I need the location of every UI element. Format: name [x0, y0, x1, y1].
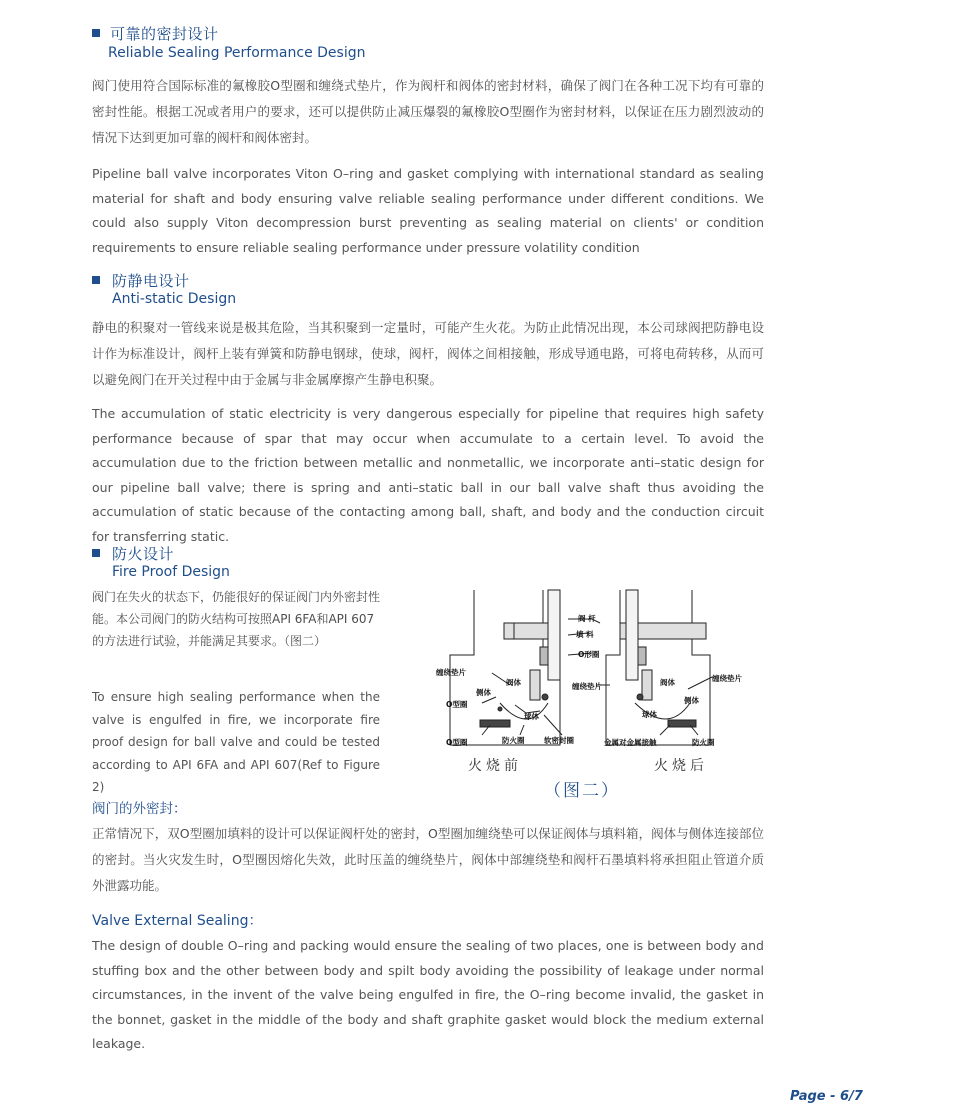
label-oring-left2: O型圈: [446, 738, 468, 747]
sealing-paragraph-en: Pipeline ball valve incorporates Viton O–ring and gasket complying with international standard as sealing material for shaft and body ensuring valve reliable sealing performance under different conditions. We could also supply Viton decompression burst preventing as sealing material on clients' or condition requirements to ensure reliable sealing performance under pressure volatility condition: [92, 166, 764, 255]
section-bullet-icon: [92, 276, 100, 284]
figure-caption: （图二）: [544, 781, 620, 801]
label-packing: 填 料: [576, 630, 594, 639]
label-oring-type: O形圈: [578, 650, 600, 659]
fireproof-paragraph-en: To ensure high sealing performance when the valve is engulfed in fire, we incorporate fire proof design for ball valve and could be tested according to API 6FA and API 607(Ref to Figure 2): [92, 690, 380, 794]
label-gasket-right: 缠绕垫片: [712, 674, 742, 683]
external-paragraph-en: The design of double O–ring and packing would ensure the sealing of two places, one is between body and stuffing box and the other between body and spilt body avoiding the possibility of leakage under normal circumstances, in the invent of the valve being engulfed in fire, the O–ring become invalid, the gasket in the bonnet, gasket in the middle of the body and shaft graphite gasket would block the medium external leakage.: [92, 938, 764, 1051]
fireproof-paragraph-cn: 阀门在失火的状态下，仍能很好的保证阀门内外密封性能。本公司阀门的防火结构可按照API 6FA和API 607的方法进行试验，并能满足其要求。（图二）: [92, 590, 381, 648]
section-bullet-icon: [92, 549, 100, 557]
label-ball-left: 球体: [524, 712, 539, 721]
section-bullet-icon: [92, 29, 100, 37]
left-seat: [480, 720, 510, 727]
left-flange-left: [504, 623, 514, 639]
label-oring-left1: O型圈: [446, 700, 468, 709]
antistatic-paragraph-en: The accumulation of static electricity is very dangerous especially for pipeline that requires high safety performance because of spar that may occur when accumulate to a certain level. To avoid the accumulation due to the friction between metallic and nonmetallic, we incorporate anti–static design for our pipeline ball valve; there is spring and anti–static ball in our ball valve shaft thus avoiding the accumulation of static because of the contacting among ball, shaft, and body and the conduction circuit for transferring static.: [92, 406, 764, 544]
label-metal-contact: 金属对金属接触: [604, 738, 657, 747]
right-stem: [626, 590, 638, 680]
caption-before-fire: 火烧前: [468, 758, 522, 774]
label-body-left: 阀体: [506, 678, 521, 687]
label-side-body: 侧体: [476, 688, 491, 697]
label-fire-ring-left: 防火圈: [502, 736, 525, 745]
left-packing: [540, 647, 548, 665]
fireproof-valve-diagram: [420, 585, 770, 755]
label-gasket-mid: 缠绕垫片: [572, 682, 602, 691]
page-number: Page - 6/7: [790, 1089, 863, 1104]
left-stem: [548, 590, 560, 680]
label-ball-right: 球体: [642, 710, 657, 719]
antistatic-title-en: Anti-static Design: [112, 291, 237, 307]
external-paragraph-cn: 正常情况下，双O型圈加填料的设计可以保证阀杆处的密封，O型圈加缠绕垫可以保证阀体与填料箱，阀体与侧体连接部位的密封。当火灾发生时，O型圈因熔化失效，此时压盖的缠绕垫片，阀体中部缠绕垫和阀杆石墨填料将承担阻止管道介质外泄露功能。: [92, 826, 764, 893]
label-side-body-right: 侧体: [684, 696, 699, 705]
sealing-title-en: Reliable Sealing Performance Design: [108, 45, 366, 61]
label-gasket-left: 缠绕垫片: [436, 668, 466, 677]
fireproof-title-en: Fire Proof Design: [112, 564, 230, 580]
label-fire-ring-right: 防火圈: [692, 738, 715, 747]
label-body-right: 阀体: [660, 678, 675, 687]
external-title-cn: 阀门的外密封：: [92, 801, 187, 817]
antistatic-title-cn: 防静电设计: [112, 272, 190, 290]
right-packing: [638, 647, 646, 665]
fireproof-title-cn: 防火设计: [112, 545, 175, 563]
label-soft-seal: 软密封圈: [544, 736, 574, 745]
antistatic-paragraph-cn: 静电的积聚对一管线来说是极其危险，当其积聚到一定量时，可能产生火花。为防止此情况出现，本公司球阀把防静电设计作为标准设计，阀杆上装有弹簧和防静电钢球，使球，阀杆，阀体之间相接触，形成导通电路，可将电荷转移，从而可以避免阀门在开关过程中由于金属与非金属摩擦产生静电积聚。: [92, 320, 764, 387]
sealing-paragraph-cn: 阀门使用符合国际标准的氟橡胶O型圈和缠绕式垫片，作为阀杆和阀体的密封材料，确保了阀门在各种工况下均有可靠的密封性能。根据工况或者用户的要求，还可以提供防止减压爆裂的氟橡胶O型圈作为密封材料，以保证在压力剧烈波动的情况下达到更加可靠的阀杆和阀体密封。: [92, 78, 764, 145]
external-title-en: Valve External Sealing：: [92, 913, 263, 929]
sealing-title-cn: 可靠的密封设计: [110, 25, 219, 43]
caption-after-fire: 火烧后: [654, 758, 708, 774]
label-stem: 阀 杆: [578, 614, 596, 623]
